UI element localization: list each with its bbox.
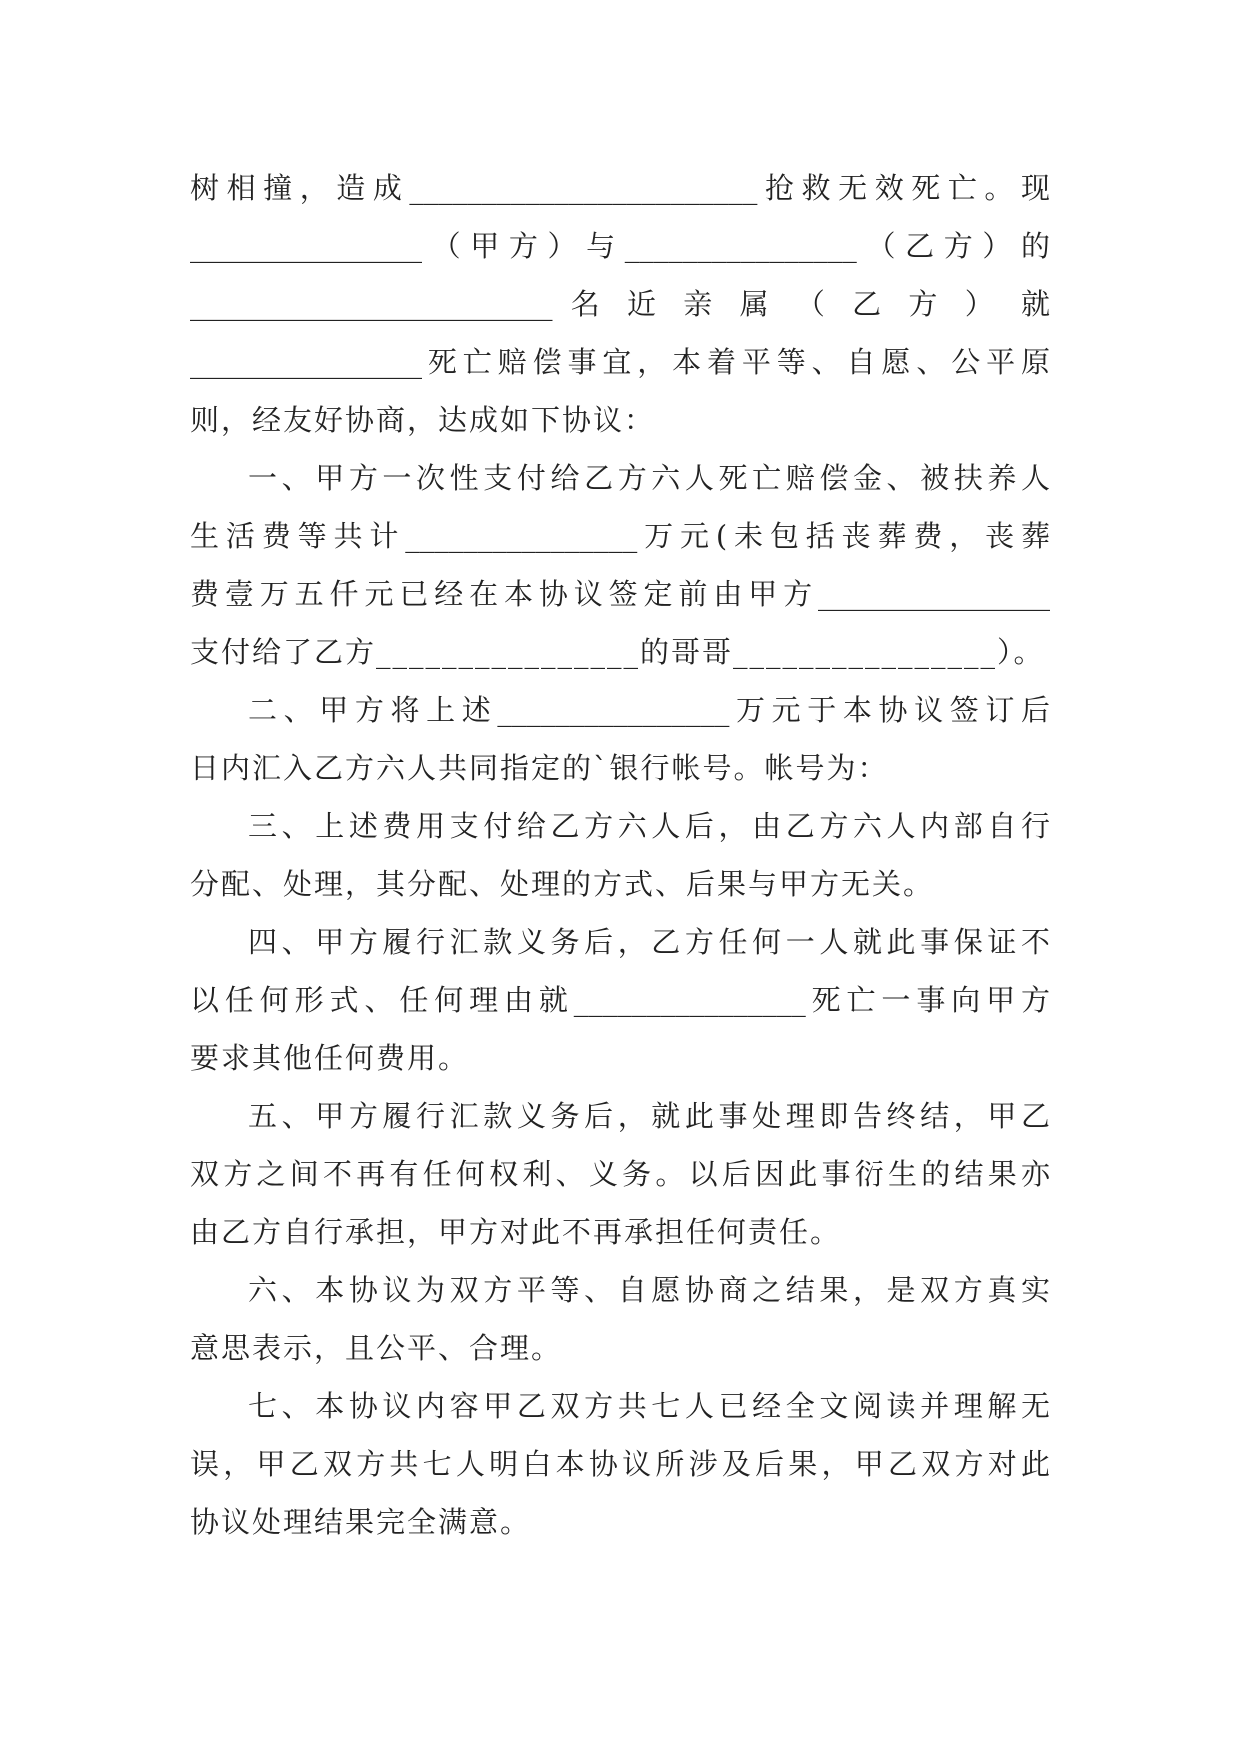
clause-one: 一、甲方一次性支付给乙方六人死亡赔偿金、被扶养人 <box>248 461 1050 495</box>
text-line: 以任何形式、任何理由就________________死亡一事向甲方 <box>190 983 1050 1017</box>
text-line: 生活费等共计________________万元(未包括丧葬费，丧葬 <box>190 519 1050 553</box>
clause-seven: 七、本协议内容甲乙双方共七人已经全文阅读并理解无 <box>248 1389 1050 1423</box>
text-line: 由乙方自行承担，甲方对此不再承担任何责任。 <box>190 1215 842 1249</box>
clause-five: 五、甲方履行汇款义务后，就此事处理即告终结，甲乙 <box>248 1099 1050 1133</box>
text-line: 分配、处理，其分配、处理的方式、后果与甲方无关。 <box>190 867 935 901</box>
clause-three: 三、上述费用支付给乙方六人后，由乙方六人内部自行 <box>248 809 1050 843</box>
text-line: 支付给了乙方________________的哥哥________________）。 <box>190 635 1045 669</box>
text-line: 误，甲乙双方共七人明白本协议所涉及后果，甲乙双方对此 <box>190 1447 1050 1481</box>
text-line: 要求其他任何费用。 <box>190 1041 470 1075</box>
text-line: ________________（甲方）与________________（乙方）的 <box>190 229 1050 263</box>
text-line: 则，经友好协商，达成如下协议： <box>190 403 656 437</box>
text-line: 树相撞，造成________________________抢救无效死亡。现 <box>190 171 1050 205</box>
clause-six: 六、本协议为双方平等、自愿协商之结果，是双方真实 <box>248 1273 1050 1307</box>
text-line: _________________________ 名 近 亲 属 （ 乙 方 ） 就 <box>190 287 1050 321</box>
clause-four: 四、甲方履行汇款义务后，乙方任何一人就此事保证不 <box>248 925 1050 959</box>
text-line: 日内汇入乙方六人共同指定的`银行帐号。帐号为： <box>190 751 889 785</box>
text-line: 费壹万五仟元已经在本协议签定前由甲方________________ <box>190 577 1050 611</box>
text-line: ________________死亡赔偿事宜，本着平等、自愿、公平原 <box>190 345 1050 379</box>
clause-two: 二、甲方将上述________________万元于本协议签订后 <box>248 693 1050 727</box>
text-line: 协议处理结果完全满意。 <box>190 1505 532 1539</box>
text-line: 双方之间不再有任何权利、义务。以后因此事衍生的结果亦 <box>190 1157 1050 1191</box>
text-line: 意思表示，且公平、合理。 <box>190 1331 563 1365</box>
